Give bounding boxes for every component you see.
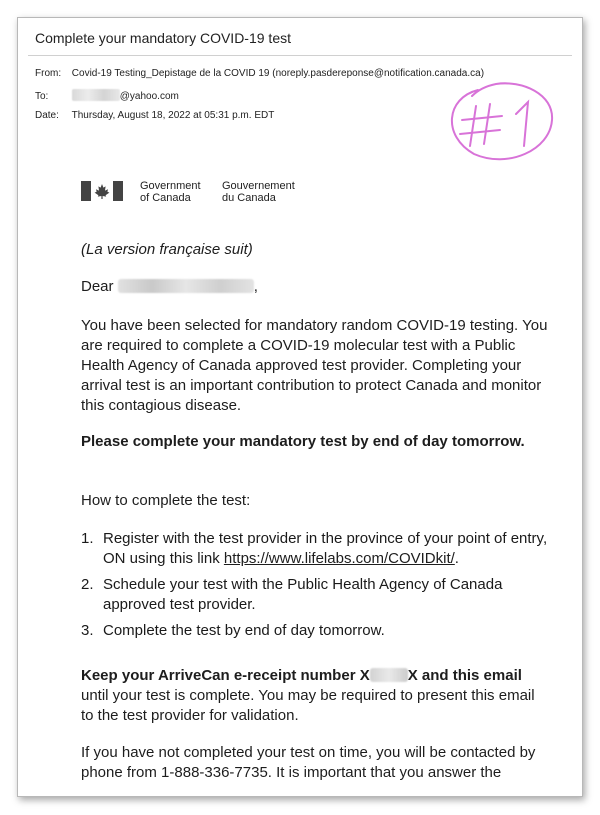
french-version-note: (La version française suit): [81, 241, 253, 258]
steps-list: [81, 529, 551, 647]
government-english: Government of Canada: [140, 180, 201, 204]
canada-flag-icon: [81, 181, 123, 201]
from-value: Covid-19 Testing_Depistage de la COVID 19 (noreply.pasdereponse@notification.canada.ca): [71, 68, 485, 79]
list-item: 2. Schedule your test with the Public Health Agency of Canada approved test provider.: [81, 576, 503, 613]
email-page-frame: [17, 17, 583, 797]
handwritten-number-annotation: [438, 74, 558, 169]
redacted-email-user: [72, 89, 120, 101]
list-item: 1. Register with the test provider in the province of your point of entry, ON using this link https://www.lifelabs.com/COVIDkit/.: [81, 530, 548, 567]
selection-paragraph: You have been selected for mandatory random COVID-19 testing. You are required to complete a COVID-19 molecular test with a Public Health Agency of Canada approved test provider. Completing your arrival test is an important contribution to protect Canada and monitor this contagious disease.: [81, 317, 548, 414]
deadline-notice: Please complete your mandatory test by end of day tomorrow.: [81, 433, 525, 450]
redacted-receipt-number: [370, 668, 408, 682]
redacted-recipient-name: [118, 279, 254, 293]
list-item: 3. Complete the test by end of day tomorrow.: [81, 622, 385, 639]
from-label: From:: [35, 68, 62, 79]
header-divider: [28, 55, 572, 56]
date-value: Thursday, August 18, 2022 at 05:31 p.m. EDT: [71, 110, 275, 121]
email-subject: Complete your mandatory COVID-19 test: [35, 30, 291, 46]
to-domain: @yahoo.com: [119, 91, 179, 102]
greeting: Dear ,: [81, 278, 258, 295]
date-label: Date:: [35, 110, 59, 121]
date-row: [35, 110, 274, 121]
to-row: [35, 89, 179, 102]
contact-paragraph: If you have not completed your test on time, you will be contacted by phone from 1-888-336-7735. It is important that you answer the: [81, 744, 536, 781]
lifelabs-link[interactable]: https://www.lifelabs.com/COVIDkit/: [223, 550, 455, 567]
government-french: Gouvernement du Canada: [222, 180, 295, 204]
from-row: [35, 68, 484, 79]
keep-receipt-paragraph: Keep your ArriveCan e-receipt number X X and this email until your test is complete. You may be required to present this email to the test provider for validation.: [81, 667, 535, 724]
how-to-heading: How to complete the test:: [81, 492, 251, 509]
to-label: To:: [35, 91, 49, 102]
